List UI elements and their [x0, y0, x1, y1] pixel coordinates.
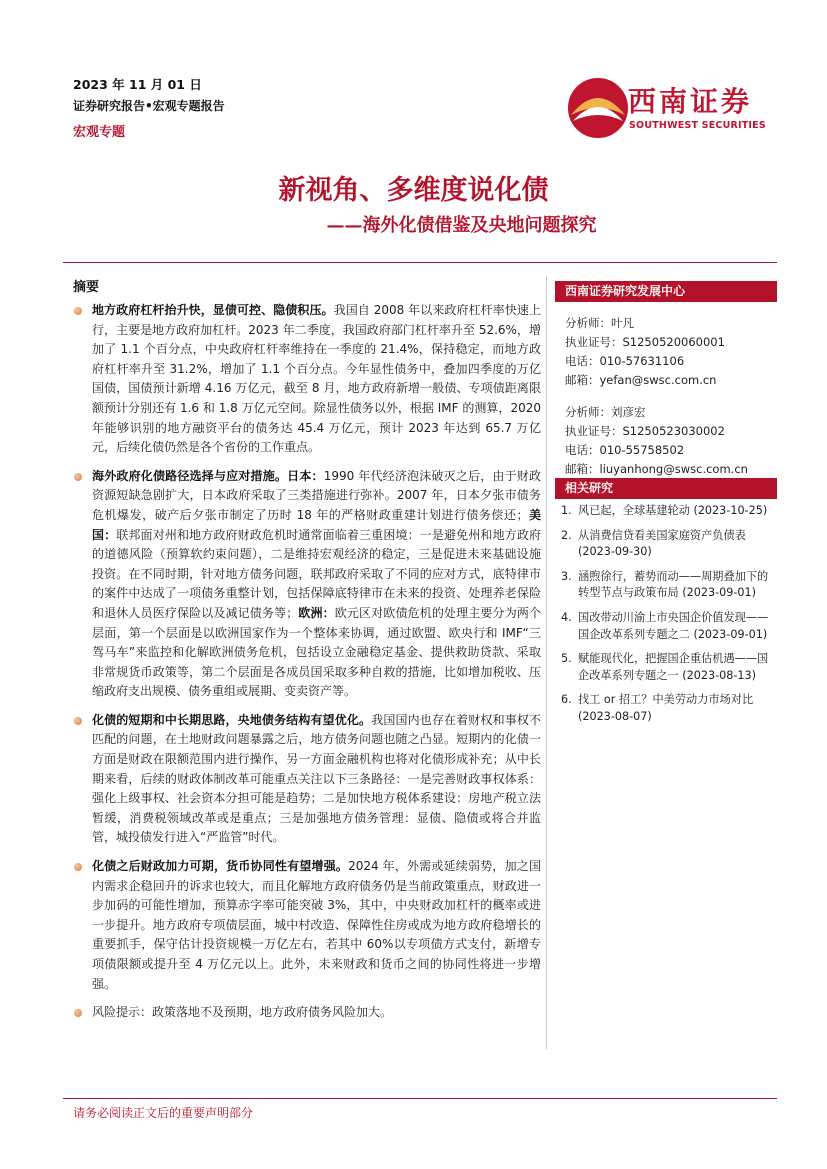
analyst-name: 分析师：叶凡	[565, 316, 634, 330]
header-divider	[63, 262, 777, 263]
paragraph-lead: 美国：	[92, 507, 541, 542]
paragraph-text: 我国国内也存在着财权和事权不匹配的问题，在土地财政问题暴露之后，地方债务问题也随之凸显。短期内的化债一方面是财政在限额范围内进行操作，另一方面金融机构也将对化债形成补充；从中长期来看，后续的财政体制改革可能重点关注以下三条路径：一是完善财政事权体系：强化上级事权、社会资本分担可能是趋势；二是加快地方税体系建设：房地产税立法暂缓，消费税领域改革或是重点；三是加强地方债务管理：显债、隐债或将合并监管，城投债发行进入“严监管”时代。	[92, 712, 541, 845]
paragraph-lead: 化债之后财政加力可期，货币协同性有望增强。	[92, 859, 349, 874]
report-type: 证券研究报告•宏观专题报告	[73, 99, 225, 113]
paragraph-text: 联邦面对州和地方政府财政危机时通常面临着三重困境：一是避免州和地方政府的道德风险（预算软约束问题），二是维持宏观经济的稳定，三是促进未来基础设施投资。在不同时期，针对地方债务问题，联邦政府采取了不同的应对方式，底特律市的案件中达成了一项债务重整计划，包括保障底特律市在未来的投资、处理养老保险和退休人员医疗保险以及减记债务等；	[92, 527, 541, 620]
report-category: 宏观专题	[73, 125, 126, 140]
related-item[interactable]: 4. 国改带动川渝上市央国企价值发现——国企改革系列专题之二 (2023-09-01)	[561, 610, 769, 641]
analyst-list	[565, 314, 777, 479]
research-center-bar: 西南证券研究发展中心	[555, 281, 777, 302]
paragraph-text: 欧元区对欧债危机的处理主要分为两个层面，第一个层面是以欧洲国家作为一个整体来协调，通过欧盟、欧央行和 IMF“三驾马车”来监控和化解欧洲债务危机，包括设立金融稳定基金、提供救助贷款、采取非常规货币政策等，第二个层面是各成员国采取多种自救的措施，比如增加税收、压缩政府支出规模、债务重组或展期、变卖资产等。	[92, 605, 541, 699]
logo-name: 西南证券	[628, 85, 753, 118]
related-item[interactable]: 6. 找工 or 招工？中美劳动力市场对比 (2023-08-07)	[561, 693, 754, 723]
bullet-icon	[74, 863, 82, 871]
paragraph-text: 我国自 2008 年以来政府杠杆率快速上行，主要是地方政府加杠杆。2023 年二季度，我国政府部门杠杆率升至 52.6%，增加了 1.1 个百分点，中央政府杠杆率维持在一季度的 21.4%，保持稳定，而地方政府杠杆率升至 31.2%，增加了 1.1 个百分点。今年显性债务中，叠加四季度的万亿国债，国债预计新增 4.16 万亿元，截至 8 月，地方政府新增一般债、专项债距离限额预计分别还有 1.6 和 1.8 万亿元空间。除显性债务以外，根据 IMF 的测算，2020 年能够识别的地方融资平台的债务达 45.4 万亿元，预计 2023 年达到 65.7 万亿元，后续化债仍然是各个省份的工作重点。	[92, 303, 541, 455]
paragraph-lead: 欧洲：	[298, 605, 335, 620]
related-research-bar: 相关研究	[555, 478, 777, 499]
report-subtitle: ——海外化债借鉴及央地问题探究	[326, 215, 597, 236]
summary-paragraph	[73, 711, 541, 848]
bullet-icon	[74, 1009, 82, 1017]
related-research-list	[561, 503, 777, 734]
analyst-cert: 执业证号：S1250523030002	[565, 424, 725, 438]
analyst-name: 分析师：刘彦宏	[565, 405, 646, 419]
report-date: 2023 年 11 月 01 日	[73, 77, 202, 92]
bullet-icon	[74, 473, 82, 481]
analyst-email[interactable]: 邮箱：liuyanhong@swsc.com.cn	[565, 462, 748, 476]
footer-disclaimer: 请务必阅读正文后的重要声明部分	[73, 1106, 254, 1120]
paragraph-text: 1990 年代经济泡沫破灭之后，由于财政资源短缺急剧扩大，日本政府采取了三类措施进行弥补。2007 年，日本夕张市债务危机爆发，破产后夕张市制定了历时 18 年的严格财政重建计划进行债务偿还；	[92, 468, 541, 522]
bullet-icon	[74, 717, 82, 725]
logo-english-name: SOUTHWEST SECURITIES	[629, 120, 766, 131]
paragraph-text: 2024 年，外需或延续弱势，加之国内需求企稳回升的诉求也较大，而且化解地方政府债务仍是当前政策重点，财政进一步加码的可能性增加，预算赤字率可能突破 3%，其中，中央财政加杠杆的概率或进一步提升。地方政府专项债层面，城中村改造、保障性住房或成为地方政府稳增长的重要抓手，保守估计投资规模一万亿左右，若其中 60%以专项债方式支付，新增专项债限额或提升至 4 万亿元以上。此外，未来财政和货币之间的协同性将进一步增强。	[92, 859, 541, 991]
footer-divider	[63, 1098, 777, 1099]
summary-paragraph	[73, 857, 541, 994]
bullet-icon	[74, 307, 82, 315]
summary-body	[73, 301, 541, 1032]
summary-paragraph	[73, 301, 541, 458]
summary-paragraph	[73, 467, 541, 702]
analyst-phone: 电话：010-55758502	[565, 443, 685, 457]
analyst-phone: 电话：010-57631106	[565, 354, 685, 368]
analyst-cert: 执业证号：S1250520060001	[565, 335, 725, 349]
summary-heading: 摘要	[73, 280, 100, 295]
paragraph-lead: 地方政府杠杆抬升快，显债可控、隐债积压。	[92, 303, 334, 317]
column-divider	[546, 276, 547, 1049]
related-item[interactable]: 1. 风已起，全球基建轮动 (2023-10-25)	[561, 504, 768, 517]
related-item[interactable]: 5. 赋能现代化，把握国企重估机遇——国企改革系列专题之一 (2023-08-13)	[561, 652, 769, 682]
related-item[interactable]: 3. 涵煦徐行，蓄势而动——周期叠加下的转型节点与政策布局 (2023-09-01)	[561, 569, 769, 600]
risk-warning: 风险提示：政策落地不及预期，地方政府债务风险加大。	[73, 1003, 541, 1023]
paragraph-lead: 化债的短期和中长期思路，央地债务结构有望优化。	[92, 712, 372, 727]
related-item[interactable]: 2. 从消费信贷看美国家庭资产负债表 (2023-09-30)	[561, 528, 746, 559]
report-title: 新视角、多维度说化债	[278, 175, 549, 206]
analyst-email[interactable]: 邮箱：yefan@swsc.com.cn	[565, 373, 717, 387]
paragraph-lead: 海外政府化债路径选择与应对措施。日本：	[92, 468, 324, 483]
